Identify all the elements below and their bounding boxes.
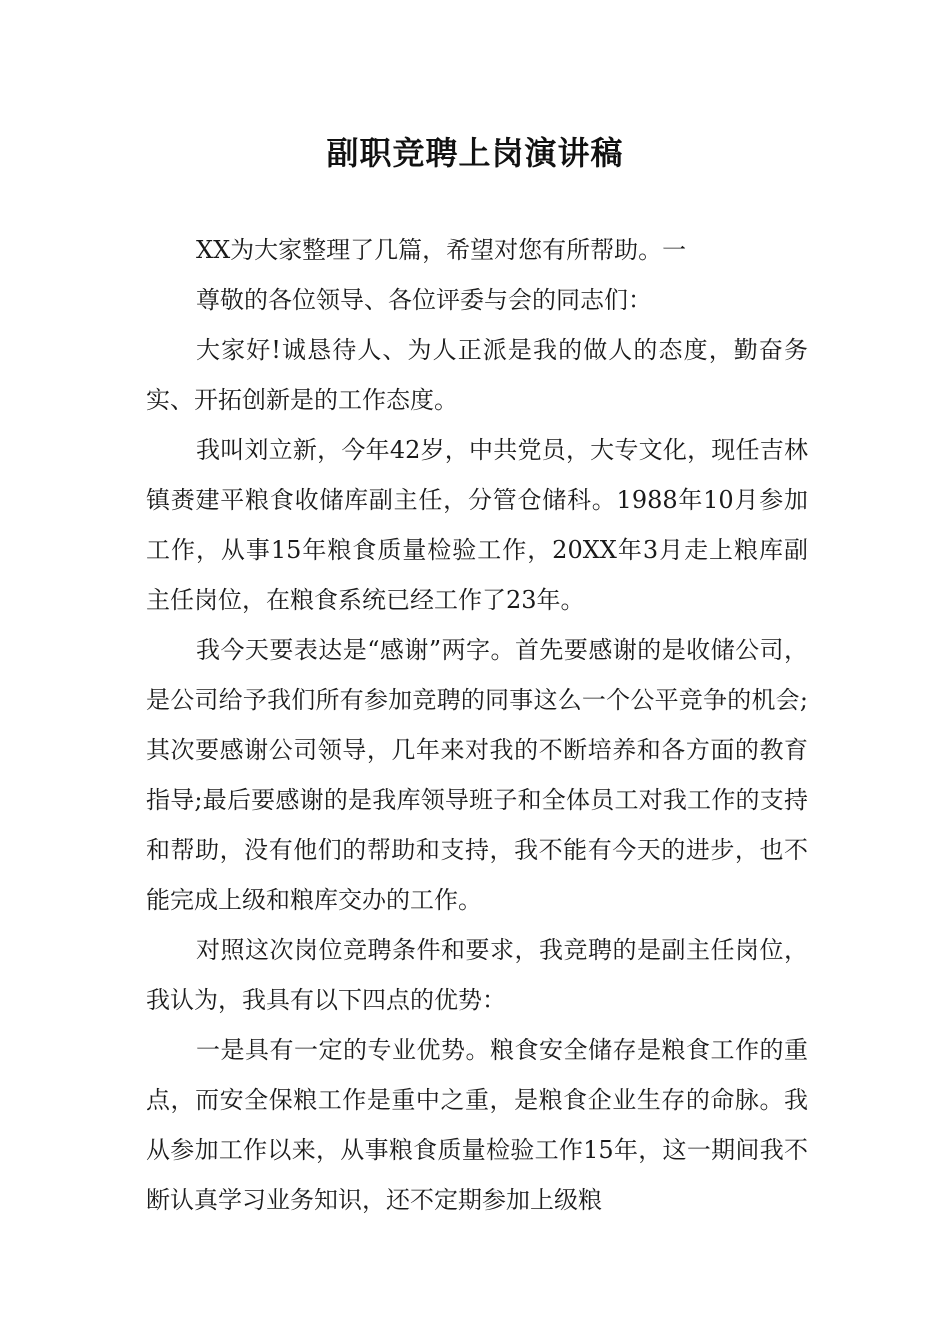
paragraph-greeting: 大家好!诚恳待人、为人正派是我的做人的态度，勤奋务实、开拓创新是的工作态度。 (146, 336, 808, 414)
paragraph-thanks: 我今天要表达是“感谢”两字。首先要感谢的是收储公司，是公司给予我们所有参加竞聘的同事这么一个公平竞争的机会;其次要感谢公司领导，几年来对我的不断培养和各方面的教育指导;最后要感谢的是我库领导班子和全体员工对我工作的支持和帮助，没有他们的帮助和支持，我不能有今天的进步，也不能完成上级和粮库交办的工作。 (146, 636, 808, 914)
document-body (146, 225, 808, 1225)
paragraph-salutation: 尊敬的各位领导、各位评委与会的同志们： (196, 286, 652, 314)
paragraph-self-introduction: 我叫刘立新，今年42岁，中共党员，大专文化，现任吉林镇赉建平粮食收储库副主任，分管仓储科。1988年10月参加工作，从事15年粮食质量检验工作，20XX年3月走上粮库副主任岗位，在粮食系统已经工作了23年。 (146, 436, 808, 614)
paragraph-position: 对照这次岗位竞聘条件和要求，我竞聘的是副主任岗位，我认为，我具有以下四点的优势： (146, 936, 808, 1014)
paragraph-intro: XX为大家整理了几篇，希望对您有所帮助。一 (196, 236, 687, 264)
paragraph-advantage-one: 一是具有一定的专业优势。粮食安全储存是粮食工作的重点，而安全保粮工作是重中之重，是粮食企业生存的命脉。我从参加工作以来，从事粮食质量检验工作15年，这一期间我不断认真学习业务知识，还不定期参加上级粮 (146, 1036, 808, 1214)
document-title: 副职竞聘上岗演讲稿 (326, 134, 624, 172)
